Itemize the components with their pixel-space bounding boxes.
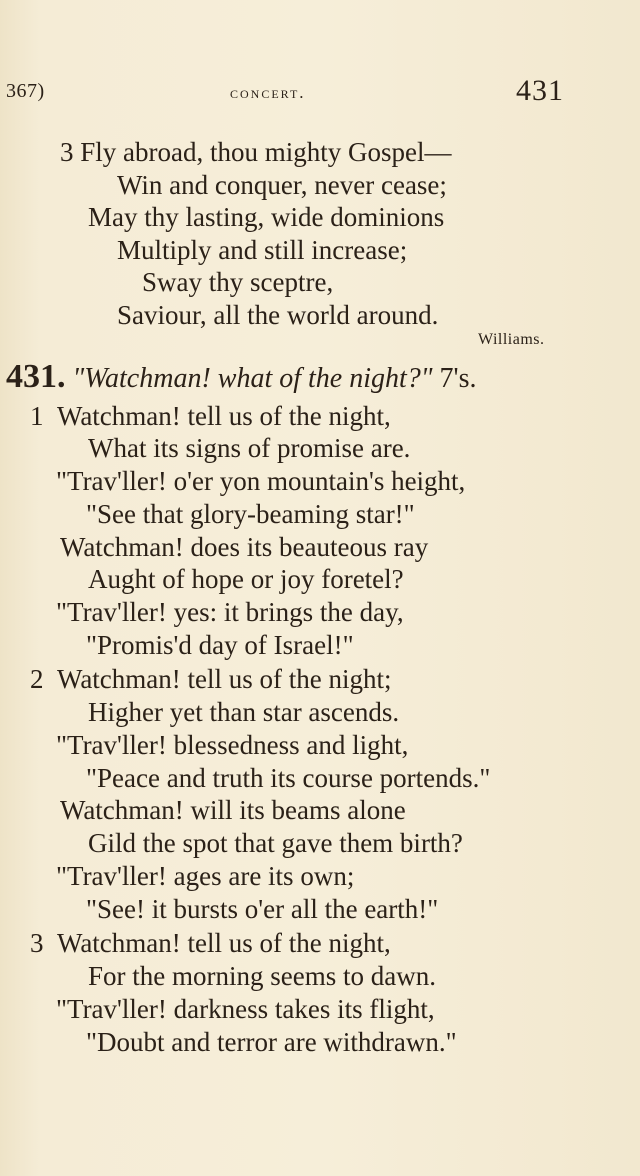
verse-line: "Peace and truth its course portends." [86, 763, 491, 793]
verse-line: Gild the spot that gave them birth? [88, 828, 463, 858]
page-number: 431 [516, 74, 564, 107]
verse-line: Aught of hope or joy foretel? [88, 564, 404, 594]
verse-line: May thy lasting, wide dominions [88, 202, 445, 232]
verse-line: Win and conquer, never cease; [117, 170, 447, 200]
verse-line: "Trav'ller! o'er yon mountain's height, [56, 466, 466, 496]
verse-line: Saviour, all the world around. [117, 300, 439, 330]
verse-line: What its signs of promise are. [88, 433, 411, 463]
hymn-number: 431. [6, 358, 66, 395]
verse-line: 3 Fly abroad, thou mighty Gospel— [60, 137, 452, 167]
verse-line: "See that glory-beaming star!" [86, 499, 415, 529]
verse-line: For the morning seems to dawn. [88, 961, 436, 991]
verse-line: Watchman! will its beams alone [60, 795, 406, 825]
verse-line: "Doubt and terror are withdrawn." [86, 1027, 457, 1057]
verse-line: 3 Watchman! tell us of the night, [30, 928, 391, 958]
verse-line: Watchman! does its beauteous ray [60, 532, 429, 562]
hymn-heading [6, 358, 476, 396]
verse-line: "Trav'ller! darkness takes its flight, [56, 994, 435, 1024]
hymn-meter: 7's. [439, 363, 477, 394]
author-attribution: Williams. [478, 331, 545, 348]
verse-number: 1 [30, 401, 44, 431]
hymn-title: "Watchman! what of the night?" [72, 363, 433, 394]
verse-number: 3 [60, 137, 74, 167]
verse-number: 2 [30, 664, 44, 694]
verse-line: "Trav'ller! blessedness and light, [56, 730, 409, 760]
verse-line: Multiply and still increase; [117, 235, 408, 265]
header-hymn-range: 367) [6, 80, 45, 102]
running-header [0, 72, 640, 112]
verse-line: 1 Watchman! tell us of the night, [30, 401, 391, 431]
verse-line: "See! it bursts o'er all the earth!" [86, 894, 439, 924]
verse-line: "Promis'd day of Israel!" [86, 630, 354, 660]
verse-line: "Trav'ller! yes: it brings the day, [56, 597, 404, 627]
header-section-title: concert. [230, 83, 306, 102]
verse-line: Higher yet than star ascends. [88, 697, 400, 727]
verse-number: 3 [30, 928, 44, 958]
verse-line: "Trav'ller! ages are its own; [56, 861, 355, 891]
verse-line: Sway thy sceptre, [142, 267, 334, 297]
verse-line: 2 Watchman! tell us of the night; [30, 664, 392, 694]
